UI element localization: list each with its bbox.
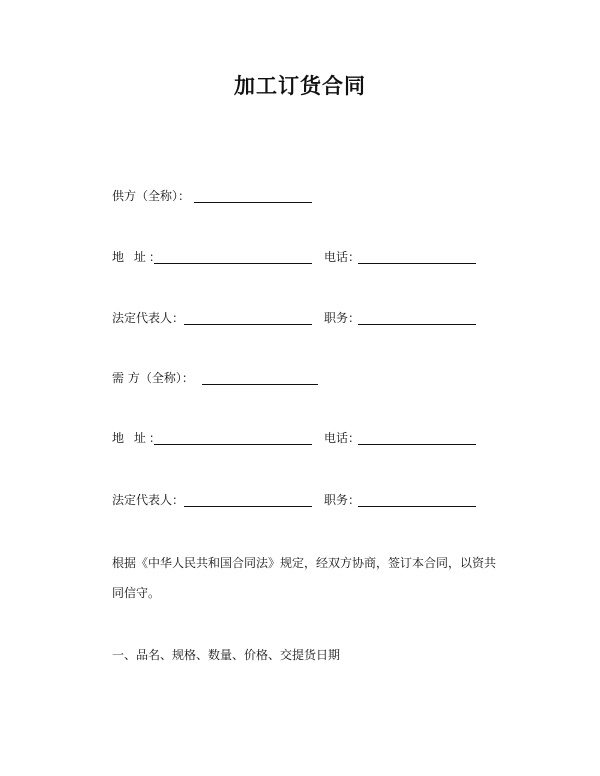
supplier-position-label: 职务： — [324, 311, 361, 325]
buyer-address-label: 地 址： — [112, 431, 164, 445]
supplier-rep-row — [112, 311, 482, 331]
buyer-address-row — [112, 431, 482, 451]
buyer-address-field[interactable] — [154, 444, 312, 445]
buyer-phone-field[interactable] — [358, 444, 476, 445]
supplier-name-row — [112, 189, 322, 209]
supplier-position-field[interactable] — [358, 324, 476, 325]
buyer-name-label: 需 方（全称）： — [112, 371, 194, 385]
buyer-position-label: 职务： — [324, 493, 361, 507]
supplier-address-field[interactable] — [154, 263, 312, 264]
supplier-name-field[interactable] — [194, 202, 312, 203]
supplier-address-label: 地 址： — [112, 250, 164, 264]
supplier-rep-field[interactable] — [184, 324, 312, 325]
buyer-name-field[interactable] — [202, 384, 318, 385]
supplier-address-row — [112, 250, 482, 270]
buyer-rep-label: 法定代表人： — [112, 493, 185, 507]
buyer-rep-row — [112, 493, 482, 513]
supplier-phone-label: 电话： — [324, 250, 361, 264]
supplier-name-label: 供方（全称）： — [112, 189, 191, 203]
buyer-name-row — [112, 371, 332, 391]
buyer-rep-field[interactable] — [184, 506, 312, 507]
document-title: 加工订货合同 — [234, 74, 366, 98]
buyer-phone-label: 电话： — [324, 431, 361, 445]
contract-intro: 根据《中华人民共和国合同法》规定，经双方协商，签订本合同，以资共同信守。 — [112, 556, 497, 600]
buyer-position-field[interactable] — [358, 506, 476, 507]
supplier-rep-label: 法定代表人： — [112, 311, 185, 325]
section-1-heading: 一、品名、规格、数量、价格、交提货日期 — [112, 648, 341, 662]
supplier-phone-field[interactable] — [358, 263, 476, 264]
